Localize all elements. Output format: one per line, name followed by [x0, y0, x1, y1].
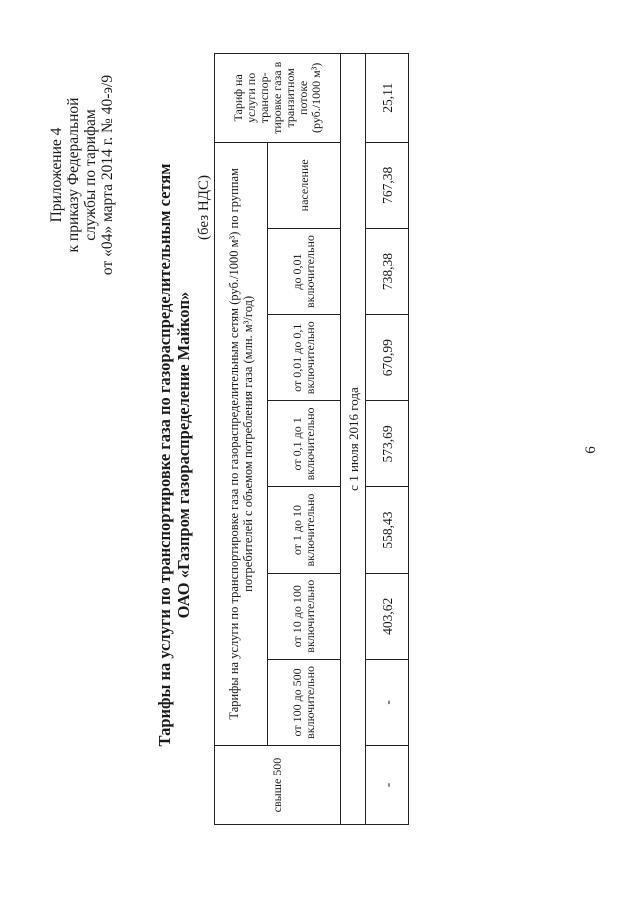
title-line-2: ОАО «Газпром газораспределение Майкоп»: [174, 291, 193, 619]
tariff-table: [214, 53, 409, 825]
table-main-header: Тарифы на услуги по транспортировке газа по газораспределительным сетям (руб./1000 м³) по группам потребителей с объемом потребления газа (млн. м³/год): [215, 142, 268, 745]
value-cell-transit: 25,11: [366, 54, 409, 143]
value-cell-0-01-0-1: 670,99: [366, 315, 409, 401]
col-header-0-01-0-1: от 0,01 до 0,1 включительно: [268, 315, 341, 401]
period-row: с 1 июля 2016 года: [341, 54, 366, 825]
document-title: [155, 155, 193, 755]
appendix-line-4: от «04» марта 2014 г. № 40-э/9: [99, 74, 116, 276]
appendix-block: [48, 45, 116, 305]
page-number: 6: [583, 446, 599, 454]
vat-note: (без НДС): [196, 175, 212, 241]
value-cell-over-500: -: [366, 746, 409, 825]
appendix-line-2: к приказу Федеральной: [65, 97, 82, 253]
col-header-10-100: от 10 до 100 включительно: [268, 573, 341, 659]
col-header-100-500: от 100 до 500 включительно: [268, 659, 341, 745]
table-row: [366, 54, 409, 825]
appendix-line-3: службы по тарифам: [82, 109, 99, 241]
col-header-1-10: от 1 до 10 включительно: [268, 487, 341, 573]
col-header-up-to-0-01: до 0,01 включительно: [268, 228, 341, 314]
col-header-transit: Тариф на услуги по транспор-тировке газа в транзитном потоке (руб./1000 м³): [215, 54, 341, 143]
value-cell-1-10: 558,43: [366, 487, 409, 573]
col-header-0-1-1: от 0,1 до 1 включительно: [268, 401, 341, 487]
title-line-1: Тарифы на услуги по транспортировке газа по газораспределительным сетям: [155, 163, 174, 747]
value-cell-100-500: -: [366, 659, 409, 745]
col-header-population: население: [268, 142, 341, 228]
value-cell-0-1-1: 573,69: [366, 401, 409, 487]
col-header-over-500: свыше 500: [215, 746, 341, 825]
appendix-line-1: Приложение 4: [48, 127, 65, 223]
value-cell-population: 767,38: [366, 142, 409, 228]
value-cell-10-100: 403,62: [366, 573, 409, 659]
value-cell-up-to-0-01: 738,38: [366, 228, 409, 314]
